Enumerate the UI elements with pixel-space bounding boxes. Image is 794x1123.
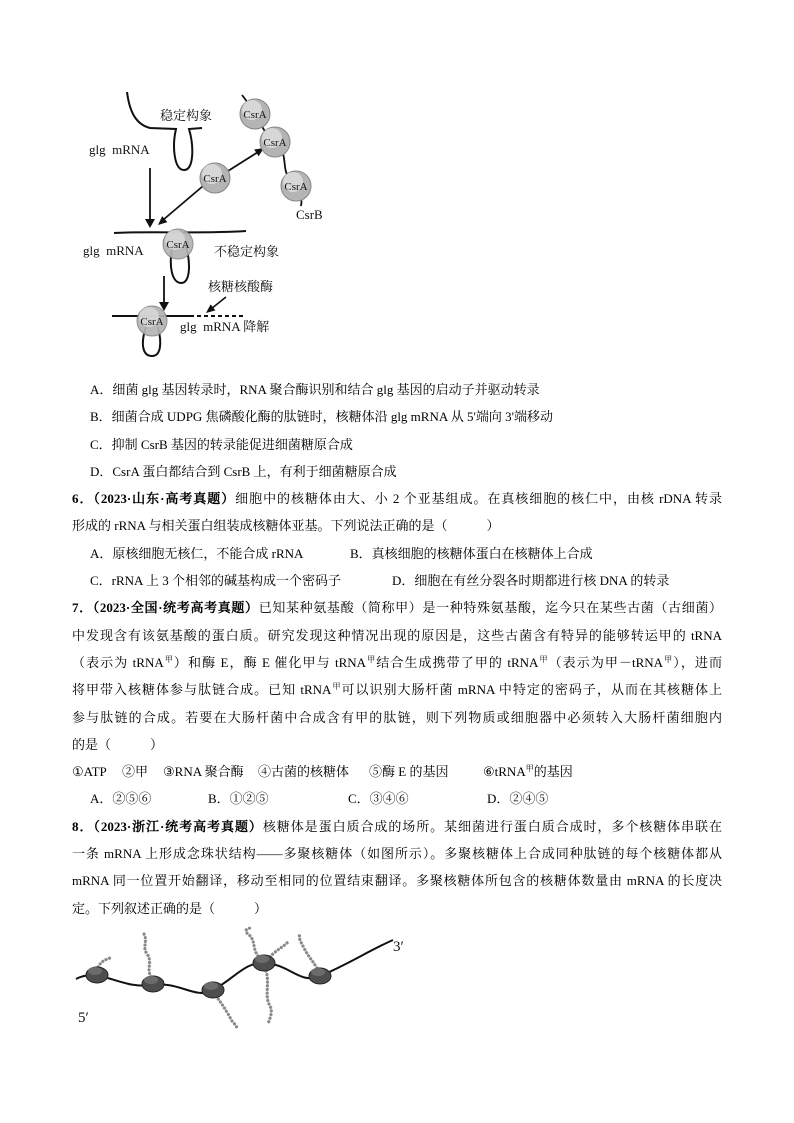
q6-option-d: D．细胞在有丝分裂各时期都进行核 DNA 的转录 <box>392 573 670 589</box>
q7-items-row <box>72 758 722 785</box>
csra-protein-free <box>200 163 230 193</box>
arrow-csra-to-mrna <box>163 186 203 220</box>
q7-item-4: ④古菌的核糖体 <box>258 764 350 780</box>
q6-stem-line-1 <box>72 485 722 512</box>
csra-protein <box>281 171 311 201</box>
csra-label: CsrA <box>166 239 190 251</box>
csra-label: CsrA <box>284 181 308 193</box>
csra-protein-bound <box>163 229 193 259</box>
q6-stem-line-2: 形成的 rRNA 与相关蛋白组装成核糖体亚基。下列说法正确的是（ ） <box>72 518 500 534</box>
q8-stem-line-3: mRNA 同一位置开始翻译，移动至相同的位置结束翻译。多聚核糖体所包含的核糖体数量由 mRNA 的长度决 <box>72 873 722 889</box>
q7-option-b: B．①②⑤ <box>208 791 269 807</box>
q6-source: 6．（2023·山东·高考真题） <box>72 491 236 507</box>
glg-mrna-top-label: glg mRNA <box>89 142 150 157</box>
q8-stem-line-4: 定。下列叙述正确的是（ ） <box>72 900 268 916</box>
q7-item-6-post: 的基因 <box>533 764 573 780</box>
three-prime-label: 3′ <box>393 939 404 955</box>
q6-stem-text: 细胞中的核糖体由大、小 2 个亚基组成。在真核细胞的核仁中，由核 rDNA 转录 <box>235 491 722 507</box>
q5-option-d: D．CsrA 蛋白都结合到 CsrB 上，有利于细菌糖原合成 <box>90 463 397 479</box>
degradation-label: glg mRNA 降解 <box>180 319 270 334</box>
q7-source: 7．（2023·全国·统考高考真题） <box>72 600 259 616</box>
polysome-diagram <box>0 922 430 1032</box>
trna-superscript: 甲 <box>538 654 549 664</box>
ribosome <box>86 967 108 983</box>
csra-protein <box>260 127 290 157</box>
rnase-label: 核糖核酸酶 <box>208 279 274 294</box>
question-text <box>72 376 722 922</box>
q6-option-b: B．真核细胞的核糖体蛋白在核糖体上合成 <box>350 545 593 561</box>
q7-stem-segment: 可以识别大肠杆菌 mRNA 中特定的密码子，从而在其核糖体上 <box>341 682 722 698</box>
peptide-chain <box>270 942 288 957</box>
q7-stem-line-4 <box>72 676 722 703</box>
q7-stem-line-6: 的是（ ） <box>72 736 164 752</box>
q8-source: 8．（2023·浙江·统考高考真题） <box>72 818 263 834</box>
peptide-chain <box>299 934 317 968</box>
q7-stem-segment: ），进而 <box>673 654 722 670</box>
q7-item-3: ③RNA 聚合酶 <box>163 764 244 780</box>
q7-options-row <box>72 785 722 812</box>
peptide-chain <box>246 928 258 956</box>
q7-option-d: D．②④⑤ <box>487 791 549 807</box>
csrb-label: CsrB <box>296 207 323 222</box>
q7-item-6 <box>483 758 573 785</box>
q7-stem-line-2: 中发现含有该氨基酸的蛋白质。研究发现这种情况出现的原因是，这些古菌含有特异的能够转运甲的 tRNA <box>72 627 722 643</box>
csra-protein <box>240 99 270 129</box>
glg-mrna-stable-strand <box>127 92 202 170</box>
csra-regulation-diagram <box>0 85 360 365</box>
glg-mrna-middle-label: glg mRNA <box>83 243 144 258</box>
csra-protein-bound <box>137 306 167 336</box>
ribosome <box>309 968 331 984</box>
rnase-arrow <box>211 297 226 309</box>
q6-option-a: A．原核细胞无核仁，不能合成 rRNA <box>90 545 304 561</box>
mrna-strand <box>76 940 393 993</box>
q8-stem-line-2: 一条 mRNA 上形成念珠状结构——多聚核糖体（如图所示）。多聚核糖体上合成同种肽链的每个核糖体都从 <box>72 846 722 862</box>
q7-item-5: ⑤酶 E 的基因 <box>369 764 449 780</box>
csra-label: CsrA <box>243 109 267 121</box>
trna-superscript: 甲 <box>663 654 674 664</box>
q7-item-2: ②甲 <box>122 764 149 780</box>
csra-label: CsrA <box>203 173 227 185</box>
q7-stem-segment: 将甲带入核糖体参与肽链合成。已知 tRNA <box>72 682 332 698</box>
peptide-chain <box>216 996 237 1029</box>
q7-stem-text: 已知某种氨基酸（简称甲）是一种特殊氨基酸，迄今只在某些古菌（古细菌） <box>258 600 722 616</box>
trna-superscript: 甲 <box>163 654 174 664</box>
five-prime-label: 5′ <box>78 1010 89 1026</box>
q7-stem-line-3 <box>72 649 722 676</box>
down-arrow-1-head <box>145 219 155 228</box>
peptide-chain <box>98 958 110 967</box>
q7-stem-line-1 <box>72 594 722 621</box>
q7-stem-segment: 结合生成携带了甲的 tRNA <box>376 654 539 670</box>
arrow-csra-to-csrb <box>228 152 258 171</box>
trna-superscript: 甲 <box>525 764 534 774</box>
csra-label: CsrA <box>263 137 287 149</box>
q7-item-1: ①ATP <box>72 764 107 780</box>
ribosome <box>202 982 224 998</box>
q7-stem-segment: ）和酶 E，酶 E 催化甲与 tRNA <box>173 654 367 670</box>
q5-option-b: B．细菌合成 UDPG 焦磷酸化酶的肽链时，核糖体沿 glg mRNA 从 5'端向 3'端移动 <box>90 409 553 425</box>
q7-item-6-pre: ⑥tRNA <box>483 764 526 780</box>
q6-option-c: C．rRNA 上 3 个相邻的碱基构成一个密码子 <box>90 573 341 589</box>
q7-option-c: C．③④⑥ <box>348 791 409 807</box>
q5-option-c: C．抑制 CsrB 基因的转录能促进细菌糖原合成 <box>90 436 353 452</box>
q7-option-a: A．②⑤⑥ <box>90 791 152 807</box>
q8-stem-text: 核糖体是蛋白质合成的场所。某细菌进行蛋白质合成时，多个核糖体串联在 <box>262 818 722 834</box>
q7-stem-line-5: 参与肽链的合成。若要在大肠杆菌中合成含有甲的肽链，则下列物质或细胞器中必须转入大肠杆菌细胞内 <box>72 709 722 725</box>
peptide-chain <box>144 934 151 977</box>
unstable-conformation-label: 不稳定构象 <box>214 244 280 259</box>
q7-stem-segment: （表示为 tRNA <box>72 654 164 670</box>
q6-options-row-1 <box>72 540 722 567</box>
q7-stem-segment: （表示为甲－tRNA <box>548 654 664 670</box>
csra-label: CsrA <box>140 316 164 328</box>
trna-superscript: 甲 <box>366 654 377 664</box>
ribosome <box>253 955 275 971</box>
stable-conformation-label: 稳定构象 <box>160 108 213 123</box>
trna-superscript: 甲 <box>331 682 342 692</box>
q6-options-row-2 <box>72 567 722 594</box>
q8-stem-line-1 <box>72 813 722 840</box>
ribosome <box>142 976 164 992</box>
peptide-chain <box>266 971 271 1024</box>
q5-option-a: A．细菌 glg 基因转录时，RNA 聚合酶识别和结合 glg 基因的启动子并驱动转录 <box>90 382 540 397</box>
